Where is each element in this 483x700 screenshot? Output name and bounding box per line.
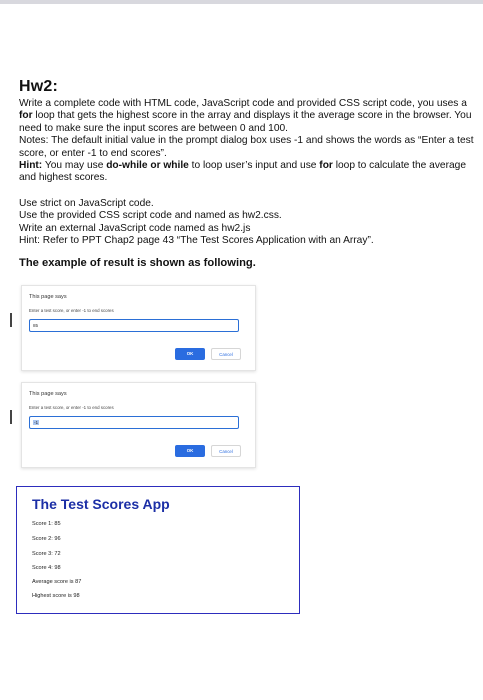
- text-run: loop to calculate the average and highest scores.: [19, 160, 466, 184]
- text-run: Write a complete code with HTML code, JavaScript code and provided CSS script code, you uses a: [19, 98, 467, 109]
- top-divider: [0, 0, 483, 4]
- emphasized-text: Hint:: [19, 160, 43, 172]
- dialog-input-value: -1: [34, 420, 39, 425]
- emphasized-text: do-while or while: [106, 160, 189, 172]
- instruction-line: Write an external JavaScript code named as hw2.js: [19, 222, 251, 234]
- cancel-button[interactable]: Cancel: [211, 348, 241, 360]
- instruction-line: Use the provided CSS script code and named as hw2.css.: [19, 210, 282, 222]
- instruction-line: Use strict on JavaScript code.: [19, 197, 154, 209]
- text-run: to loop user’s input and use: [188, 160, 320, 172]
- score-line: Score 1: 85: [32, 521, 61, 527]
- ok-button[interactable]: OK: [175, 348, 205, 360]
- emphasized-text: for: [319, 160, 333, 172]
- score-line: Score 3: 72: [32, 551, 61, 557]
- dialog-title: This page says: [29, 391, 67, 397]
- dialog-score-input[interactable]: [29, 319, 239, 332]
- dialog-message: Enter a test score, or enter -1 to end scores: [29, 405, 114, 410]
- prompt-dialog-example-2: [21, 382, 256, 468]
- assignment-hint: [19, 160, 479, 185]
- text-run: loop that gets the highest score in the array and displays it the average score in the browser. You need to make sure the input scores are between 0 and 100.: [19, 110, 472, 134]
- spacer: [19, 185, 479, 198]
- assignment-description: [19, 98, 479, 135]
- instruction-line: Hint: Refer to PPT Chap2 page 43 “The Test Scores Application with an Array”.: [19, 235, 374, 247]
- example-heading: The example of result is shown as following.: [19, 257, 256, 270]
- dialog-input-value: 85: [33, 323, 39, 328]
- cancel-button[interactable]: Cancel: [211, 445, 241, 457]
- emphasized-text: for: [19, 110, 33, 122]
- assignment-title: Hw2:: [19, 78, 59, 95]
- average-score-text: Average score is 87: [32, 579, 82, 585]
- assignment-notes: Notes: The default initial value in the prompt dialog box uses -1 and shows the words as “Enter a test score, or enter -1 to end scores”.: [19, 135, 474, 159]
- dialog-message: Enter a test score, or enter -1 to end scores: [29, 308, 114, 313]
- test-scores-app-result: [16, 486, 300, 614]
- app-title: The Test Scores App: [32, 496, 170, 512]
- dialog-title: This page says: [29, 294, 67, 300]
- dialog-score-input[interactable]: [29, 416, 239, 429]
- text-cursor-mark: [10, 313, 12, 327]
- highest-score-text: Highest score is 98: [32, 593, 80, 599]
- ok-button[interactable]: OK: [175, 445, 205, 457]
- prompt-dialog-example-1: [21, 285, 256, 371]
- score-line: Score 2: 96: [32, 536, 61, 542]
- score-line: Score 4: 98: [32, 565, 61, 571]
- text-cursor-mark: [10, 410, 12, 424]
- text-run: You may use: [42, 160, 107, 172]
- assignment-text: [19, 78, 479, 269]
